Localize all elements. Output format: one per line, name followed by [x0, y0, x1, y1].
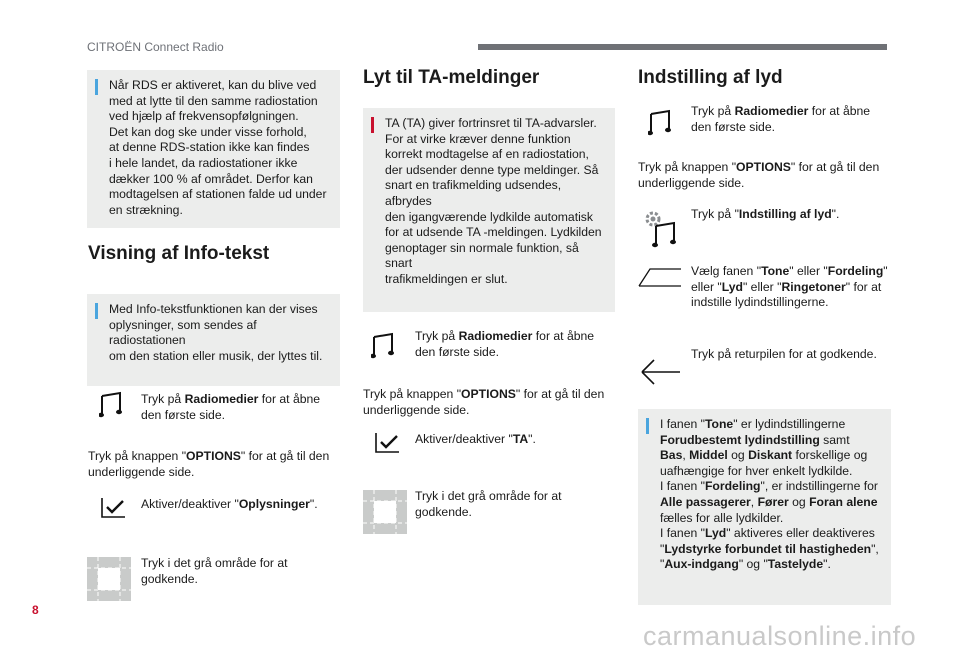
section-heading-ta: Lyt til TA-meldinger — [363, 67, 540, 88]
col1-step-confirm: Tryk i det grå område for at godkende. — [141, 556, 288, 586]
col2-step-toggle-ta: Aktiver/deaktiver "TA". — [415, 432, 536, 446]
sound-tabs-note-text: I fanen "Tone" er lydindstillingerne Forudbestemt lydindstilling samt Bas, Middel og Diskant forskellige og uafhængige for hver enkelt lydkilde. I fanen "Fordeling", er indstillingerne for Alle passagerer, Fører og Foran alene fælles for alle lydkilder. I fanen "Lyd" aktiveres eller deaktiveres "Lydstyrke forbundet til hastigheden", "Aux-indgang" og "Tastelyde". — [660, 417, 879, 572]
watermark: carmanualsonline.info — [643, 621, 917, 651]
music-note-icon — [648, 109, 674, 137]
grey-area-icon — [363, 490, 407, 534]
info-text-note-text: Med Info-tekstfunktionen kan der vises oplysninger, som sendes af radiostationen om den station eller musik, der lyttes til. — [109, 302, 323, 363]
col2-step-options: Tryk på knappen "OPTIONS" for at gå til den underliggende side. — [363, 387, 605, 417]
checkbox-toggle-icon — [375, 429, 401, 455]
back-arrow-icon — [640, 357, 682, 387]
col3-step-radio-media: Tryk på Radiomedier for at åbne den første side. — [691, 104, 871, 134]
info-marker-icon — [95, 79, 98, 95]
col2-step-radio-media: Tryk på Radiomedier for at åbne den første side. — [415, 329, 595, 359]
checkbox-toggle-icon — [101, 494, 127, 520]
ta-warning-note — [363, 108, 615, 312]
col3-step-choose-tab: Vælg fanen "Tone" eller "Fordeling" eller "Lyd" eller "Ringetoner" for at indstille lydindstillingerne. — [691, 264, 888, 310]
info-marker-icon — [646, 418, 649, 434]
col1-step-radio-media: Tryk på Radiomedier for at åbne den første side. — [141, 392, 321, 422]
col1-step-options: Tryk på knappen "OPTIONS" for at gå til den underliggende side. — [88, 449, 330, 479]
info-marker-icon — [95, 303, 98, 319]
rds-info-note — [87, 70, 340, 228]
rds-info-note-text: Når RDS er aktiveret, kan du blive ved med at lytte til den samme radiostation ved hjælp af frekvensopfølgningen. Det kan dog ske under visse forhold, at denne RDS-station ikke kan findes i hele landet, da radiostationer ikke dækker 100 % af området. Derfor kan modtagelsen af stationen falde ud under en strækning. — [109, 78, 327, 217]
music-note-icon — [371, 332, 397, 360]
page-number: 8 — [32, 603, 39, 617]
col3-step-options: Tryk på knappen "OPTIONS" for at gå til den underliggende side. — [638, 160, 880, 190]
document-header-title: CITROËN Connect Radio — [87, 40, 224, 54]
section-heading-info-text: Visning af Info-tekst — [88, 243, 270, 264]
section-heading-sound: Indstilling af lyd — [638, 67, 783, 88]
settings-music-icon — [643, 207, 683, 249]
grey-area-icon — [87, 557, 131, 601]
info-text-note — [87, 294, 340, 386]
tab-select-icon — [638, 268, 682, 288]
sound-tabs-note — [638, 409, 891, 605]
ta-warning-note-text: TA (TA) giver fortrinsret til TA-advarsler. For at virke kræver denne funktion korrekt modtagelse af en radiostation, der udsender denne type meldinger. Så snart en trafikmelding udsendes, afbrydes den igangværende lydkilde automatisk for at udsende TA -meldingen. Lydkilden genoptager sin normale funktion, så snart trafikmeldingen er slut. — [385, 116, 602, 286]
header-divider-bar — [478, 44, 887, 50]
col2-step-confirm: Tryk i det grå område for at godkende. — [415, 489, 562, 519]
music-note-icon — [99, 391, 125, 419]
col3-step-sound-settings: Tryk på "Indstilling af lyd". — [691, 207, 840, 221]
col1-step-toggle-info: Aktiver/deaktiver "Oplysninger". — [141, 497, 318, 511]
warning-marker-icon — [371, 117, 374, 133]
col3-step-return: Tryk på returpilen for at godkende. — [691, 347, 877, 361]
